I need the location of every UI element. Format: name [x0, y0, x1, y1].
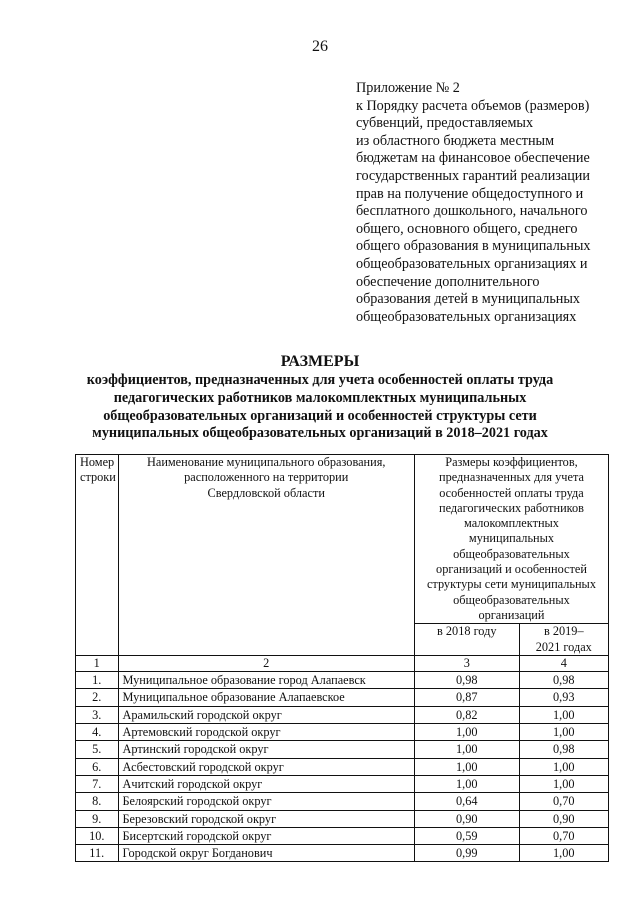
header-line: общеобразовательных [453, 592, 570, 607]
coefficient-2019-2021: 0,90 [519, 810, 608, 827]
header-line: малокомплектных [464, 516, 559, 531]
header-line: особенностей оплаты труда [439, 485, 584, 500]
table-row [76, 775, 609, 792]
table-row [76, 810, 609, 827]
row-number: 9. [76, 810, 119, 827]
coefficient-2019-2021: 1,00 [519, 706, 608, 723]
coefficient-2018: 0,98 [414, 672, 519, 689]
municipality-name: Муниципальное образование Алапаевское [118, 689, 414, 706]
coefficient-2019-2021: 0,93 [519, 689, 608, 706]
table-row [76, 724, 609, 741]
coefficient-2018: 1,00 [414, 724, 519, 741]
coefficient-2019-2021: 1,00 [519, 845, 608, 862]
document-heading [0, 352, 640, 443]
coefficient-2019-2021: 0,70 [519, 827, 608, 844]
header-year-2018: в 2018 году [414, 624, 519, 656]
table-row [76, 672, 609, 689]
municipality-name: Ачитский городской округ [118, 775, 414, 792]
coefficient-2018: 1,00 [414, 758, 519, 775]
municipality-name: Арамильский городской округ [118, 706, 414, 723]
row-number: 3. [76, 706, 119, 723]
municipality-name: Бисертский городской округ [118, 827, 414, 844]
coefficient-2018: 0,59 [414, 827, 519, 844]
municipality-name: Березовский городской округ [118, 810, 414, 827]
page-number: 26 [312, 38, 328, 55]
appendix-line: общеобразовательных организациях и [356, 255, 588, 272]
header-municipality-name [118, 455, 414, 656]
header-line: Размеры коэффициентов, [445, 455, 578, 469]
subtitle-line: муниципальных общеобразовательных организаций в 2018–2021 годах [92, 425, 548, 442]
header-row-number [76, 455, 119, 656]
municipality-name: Белоярский городской округ [118, 793, 414, 810]
row-number: 6. [76, 758, 119, 775]
header-line: организаций [478, 607, 545, 622]
table-row [76, 845, 609, 862]
column-numbers-row [76, 655, 609, 671]
table-header-row [76, 455, 609, 624]
coefficient-2018: 0,82 [414, 706, 519, 723]
row-number: 7. [76, 775, 119, 792]
subtitle-line: педагогических работников малокомплектных муниципальных [113, 389, 527, 406]
row-number: 10. [76, 827, 119, 844]
coefficient-2019-2021: 1,00 [519, 775, 608, 792]
header-line: 2021 годах [535, 639, 592, 654]
table-row [76, 793, 609, 810]
header-line: структуры сети муниципальных [426, 577, 596, 592]
appendix-block [356, 80, 618, 326]
column-number: 4 [519, 655, 608, 671]
coefficients-table [75, 454, 609, 862]
row-number: 5. [76, 741, 119, 758]
appendix-line: из областного бюджета местным [356, 132, 555, 149]
coefficient-2018: 1,00 [414, 775, 519, 792]
municipality-name: Городской округ Богданович [118, 845, 414, 862]
header-line: Свердловской области [207, 485, 325, 500]
document-title: РАЗМЕРЫ [280, 353, 360, 370]
appendix-line: общего образования в муниципальных [356, 238, 591, 255]
header-line: муниципальных [468, 531, 555, 546]
header-line: Номер [80, 455, 115, 469]
appendix-line: обеспечение дополнительного [356, 273, 540, 290]
header-year-2019-2021 [519, 624, 608, 656]
column-number: 1 [76, 655, 119, 671]
table-row [76, 706, 609, 723]
appendix-line: государственных гарантий реализации [356, 167, 590, 184]
coefficient-2019-2021: 0,98 [519, 672, 608, 689]
header-line: в 2019– [543, 624, 584, 639]
appendix-line: прав на получение общедоступного и [356, 185, 584, 202]
subtitle-line: коэффициентов, предназначенных для учета особенностей оплаты труда [86, 372, 554, 388]
row-number: 4. [76, 724, 119, 741]
coefficient-2019-2021: 0,70 [519, 793, 608, 810]
coefficient-2018: 0,87 [414, 689, 519, 706]
column-number: 3 [414, 655, 519, 671]
coefficient-2018: 1,00 [414, 741, 519, 758]
coefficient-2019-2021: 0,98 [519, 741, 608, 758]
row-number: 8. [76, 793, 119, 810]
table-row [76, 827, 609, 844]
row-number: 11. [76, 845, 119, 862]
row-number: 2. [76, 689, 119, 706]
municipality-name: Артемовский городской округ [118, 724, 414, 741]
appendix-line: общего, основного общего, среднего [356, 220, 578, 237]
header-line: организаций и особенностей [436, 562, 587, 577]
coefficient-2018: 0,64 [414, 793, 519, 810]
appendix-line: Приложение № 2 [356, 80, 460, 96]
coefficient-2018: 0,90 [414, 810, 519, 827]
appendix-line: к Порядку расчета объемов (размеров) [356, 97, 590, 114]
table-row [76, 758, 609, 775]
header-line: педагогических работников [438, 500, 584, 515]
column-number: 2 [118, 655, 414, 671]
municipality-name: Муниципальное образование город Алапаевск [118, 672, 414, 689]
appendix-line: общеобразовательных организациях [356, 308, 577, 325]
appendix-line: бесплатного дошкольного, начального [356, 203, 588, 220]
header-line: расположенного на территории [184, 470, 349, 485]
row-number: 1. [76, 672, 119, 689]
header-line: строки [80, 470, 116, 485]
appendix-line: образования детей в муниципальных [356, 291, 581, 308]
appendix-line: субвенций, предоставляемых [356, 115, 534, 132]
municipality-name: Артинский городской округ [118, 741, 414, 758]
subtitle-line: общеобразовательных организаций и особенностей структуры сети [103, 407, 537, 424]
header-line: предназначенных для учета [439, 470, 584, 485]
coefficient-2019-2021: 1,00 [519, 724, 608, 741]
coefficient-2018: 0,99 [414, 845, 519, 862]
header-line: Наименование муниципального образования, [146, 455, 386, 469]
document-subtitle [0, 372, 640, 443]
municipality-name: Асбестовский городской округ [118, 758, 414, 775]
appendix-line: бюджетам на финансовое обеспечение [356, 150, 590, 167]
coefficient-2019-2021: 1,00 [519, 758, 608, 775]
header-line: общеобразовательных [453, 546, 570, 561]
header-coefficient-sizes [414, 455, 608, 624]
table-row [76, 741, 609, 758]
table-row [76, 689, 609, 706]
